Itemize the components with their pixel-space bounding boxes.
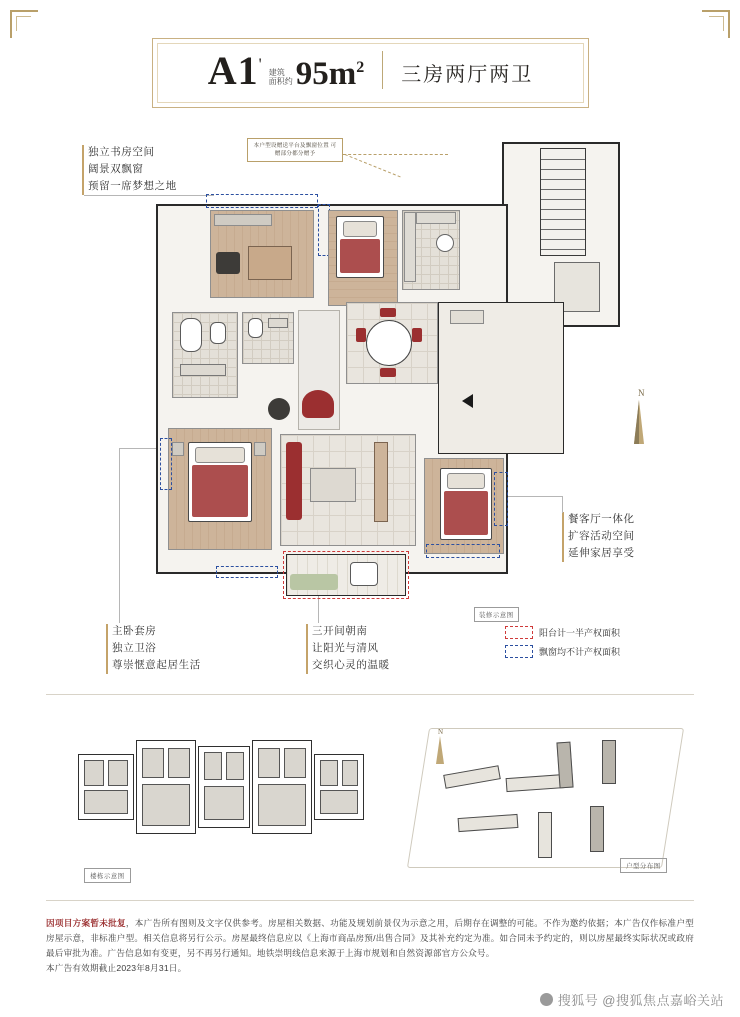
key-plan-unit-1-fill2 [108, 760, 128, 786]
key-plan-unit-2-fill3 [142, 784, 190, 826]
corner-ornament-top-right [702, 10, 730, 38]
nightstand-right [254, 442, 266, 456]
area-caption-line2: 面积约 [268, 77, 293, 86]
lower-section [0, 700, 740, 900]
key-plan-unit-4-fill2 [284, 748, 306, 778]
area-caption-line1: 建筑 [268, 68, 285, 77]
kitchen-sink [436, 234, 454, 252]
terrace-bench [450, 310, 484, 324]
tv-cabinet [374, 442, 388, 522]
balcony-note-line2: 可赠部分都分赠予 [274, 143, 337, 157]
disclaimer-paragraph [46, 916, 694, 961]
room-config-label: 三房两厅两卫 [401, 64, 534, 86]
annotation-south-line1: 三开间朝南 [312, 625, 368, 637]
bay-window-study [206, 194, 318, 208]
key-plan-unit-2-fill2 [168, 748, 190, 778]
site-building-4 [602, 740, 616, 784]
annotation-master-leader-v [119, 448, 120, 623]
vanity-guest [268, 318, 288, 328]
compass [614, 388, 660, 452]
bathtub [180, 318, 202, 352]
divider-top [46, 694, 694, 695]
terrace [438, 302, 564, 454]
site-building-5 [538, 812, 552, 858]
legend-swatch-balcony [505, 626, 533, 639]
key-plan-unit-1-fill [84, 760, 104, 786]
balcony-chair [350, 562, 378, 586]
area-value-text: 95m [295, 56, 357, 92]
site-compass-north-label: N [438, 728, 444, 736]
bay-window-bedroom3-side [494, 472, 508, 526]
annotation-study-bar [82, 145, 84, 195]
annotation-south-bar [306, 624, 308, 674]
key-plan-unit-3-fill [204, 752, 222, 780]
site-compass [428, 728, 454, 768]
watermark-text: 搜狐号 @搜狐焦点嘉峪关站 [557, 993, 724, 1008]
unit-type-text: A1 [207, 48, 259, 93]
legend [505, 626, 657, 664]
dining-chair-right [412, 328, 422, 342]
annotation-study-line1: 独立书房空间 [88, 146, 155, 158]
dining-table [366, 320, 412, 366]
unit-type-label [207, 48, 263, 93]
site-plan-caption: 户型分布图 [620, 858, 667, 873]
nightstand-left [172, 442, 184, 456]
toilet-master [210, 322, 226, 344]
legend-label-balcony: 阳台计一半产权面积 [539, 628, 621, 638]
key-plan-caption: 楼栋示意图 [84, 868, 131, 883]
balcony-planter [290, 574, 338, 590]
bed-bedroom2 [336, 216, 384, 278]
study-chair [216, 252, 240, 274]
disclaimer-body: ，本广告所有图则及文字仅供参考。房屋相关数据、功能及规划前景仅为示意之用，后期存在调整的可能。不作为邀约依据；本广告仅作标准户型房屋示意，非标准户型。相关信息将另行公示。房屋最终信息应以《上海市商品房预/出售合同》及其补充约定为准。如合同未予约定的，则以房屋最终实际状况或政府最后审批为准。广告信息如有变更，另不再另行通知。地铁崇明线信息来源于上海市规划和自然资源部官方公众号。 [46, 918, 694, 958]
armchair [302, 390, 334, 418]
study-desk [214, 214, 272, 226]
staircase [540, 148, 586, 256]
unit-type-sup: ' [258, 54, 263, 74]
annotation-master-bar [106, 624, 108, 674]
disclaimer-highlight: 因项目方案暂未批复 [46, 918, 126, 928]
watermark [540, 990, 724, 1009]
area-value-sup: 2 [356, 59, 365, 76]
key-plan-unit-5-fill2 [342, 760, 358, 786]
title-divider [382, 51, 383, 89]
dining-chair-left [356, 328, 366, 342]
annotation-living-line1: 餐客厅一体化 [568, 513, 635, 525]
bay-window-master-south [216, 566, 278, 578]
annotation-study-line2: 阔景双飘窗 [88, 163, 144, 175]
area-caption [269, 68, 293, 91]
key-plan-unit-2-fill [142, 748, 164, 778]
annotation-south-line2: 让阳光与清风 [312, 642, 379, 654]
bed-master [188, 442, 252, 522]
annotation-master-suite [112, 623, 201, 674]
site-compass-needle [436, 736, 444, 764]
kitchen-counter [404, 212, 416, 282]
side-table [268, 398, 290, 420]
annotation-study-line3: 预留一席梦想之地 [88, 180, 177, 192]
entry-direction-arrow [462, 394, 473, 408]
annotation-south-facing [312, 623, 390, 674]
dining-chair-top [380, 308, 396, 317]
corner-ornament-top-left [10, 10, 38, 38]
annotation-south-line3: 交织心灵的温暖 [312, 659, 390, 671]
disclaimer [46, 916, 694, 976]
annotation-living-line3: 延伸家居享受 [568, 547, 635, 559]
bed-bedroom3 [440, 468, 492, 540]
plan-caption: 装修示意图 [474, 607, 519, 622]
key-plan-unit-3-fill3 [204, 786, 244, 820]
key-plan-unit-5-fill [320, 760, 338, 786]
coffee-table [310, 468, 356, 502]
annotation-master-line1: 主卧套房 [112, 625, 157, 637]
disclaimer-validity: 本广告有效期截止2023年8月31日。 [46, 963, 187, 973]
balcony-note-line1: 本户型设赠送平台及飘窗位置 [253, 143, 329, 149]
annotation-master-line3: 尊崇惬意起居生活 [112, 659, 201, 671]
study-sofa [248, 246, 292, 280]
sofa-main [286, 442, 302, 520]
key-plan-unit-5-fill3 [320, 790, 358, 814]
kitchen-counter-top [416, 212, 456, 224]
annotation-master-line2: 独立卫浴 [112, 642, 157, 654]
key-plan-unit-3-fill2 [226, 752, 244, 780]
key-plan-unit-4-fill [258, 748, 280, 778]
legend-row-balcony [505, 626, 657, 639]
bay-window-master [160, 438, 172, 490]
key-plan-unit-4-fill3 [258, 784, 306, 826]
legend-label-baywindow: 飘窗均不计产权面积 [539, 647, 621, 657]
bay-window-bedroom3 [426, 544, 500, 558]
watermark-logo-icon [540, 993, 553, 1006]
area-value [296, 58, 365, 91]
legend-row-baywindow [505, 645, 657, 658]
site-building-7 [590, 806, 604, 852]
building-key-plan [78, 740, 364, 838]
compass-north-label: N [638, 388, 645, 398]
divider-bottom [46, 900, 694, 901]
dining-chair-bottom [380, 368, 396, 377]
toilet-guest [248, 318, 263, 338]
site-plan [418, 728, 673, 868]
floorplan-drawing [150, 142, 620, 622]
key-plan-unit-1-fill3 [84, 790, 128, 814]
unit-title-block [152, 38, 589, 108]
legend-swatch-baywindow [505, 645, 533, 658]
annotation-living-line2: 扩容活动空间 [568, 530, 635, 542]
floorplan-section [0, 120, 740, 690]
vanity-master [180, 364, 226, 376]
